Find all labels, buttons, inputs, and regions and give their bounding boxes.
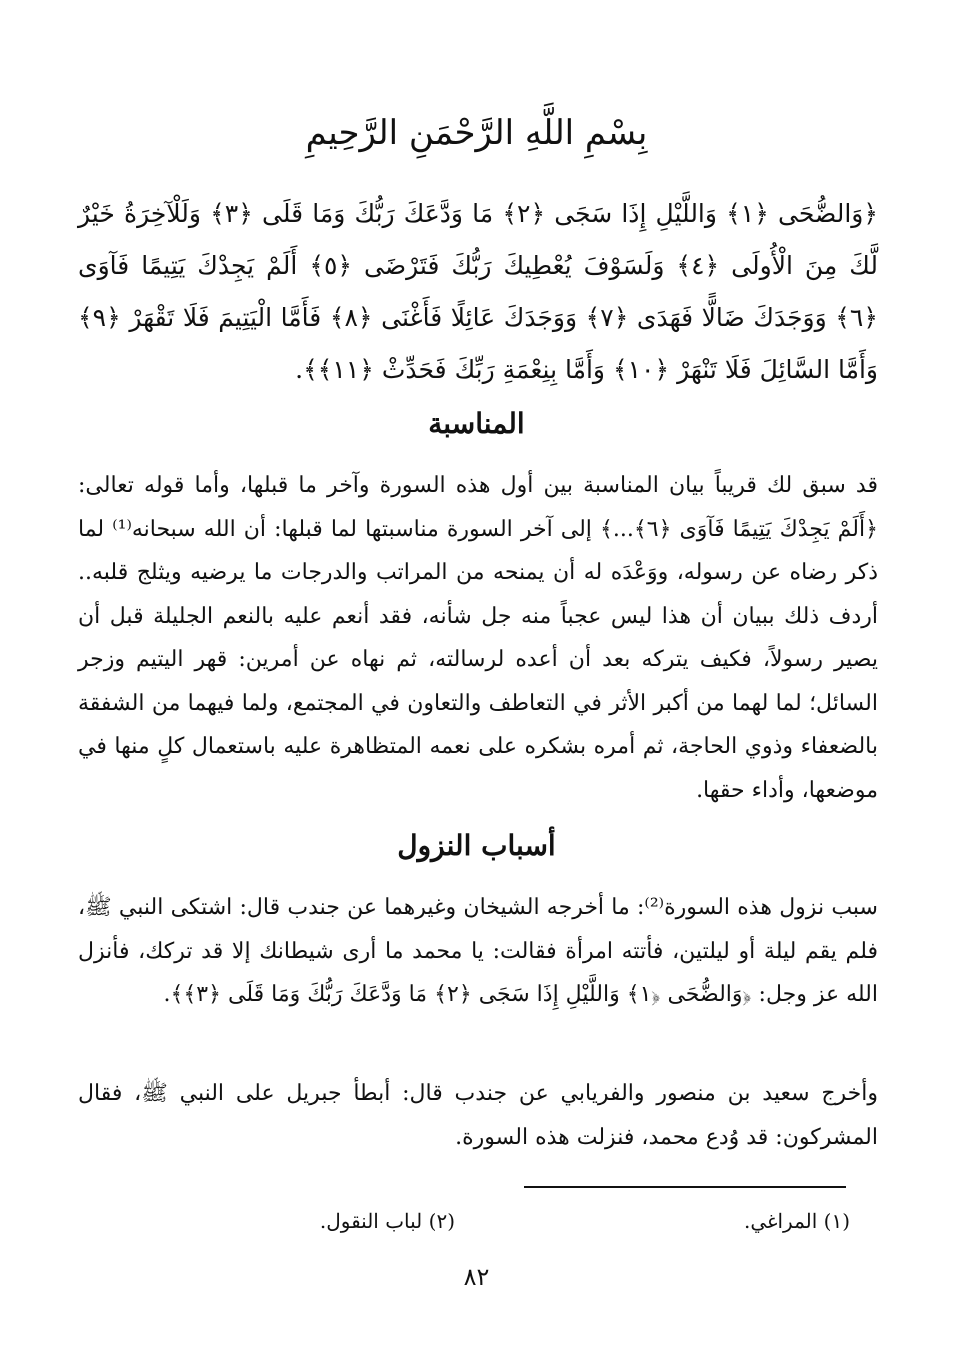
footnote-2: (٢) لباب النقول.: [319, 1209, 455, 1233]
revelation-paragraph-1: سبب نزول هذه السورة⁽²⁾: ما أخرجه الشيخان وغيرهما عن جندب قال: اشتكى النبي ﷺ، فلم يقم ليلة أو ليلتين، فأتته امرأة فقالت: يا محمد ما أرى شيطانك إلا قد تركك، فأنزل الله عز وجل: ﴿وَالضُّحَى ﴿١﴾ وَاللَّيْلِ إِذَا سَجَى ﴿٢﴾ مَا وَدَّعَكَ رَبُّكَ وَمَا قَلَى ﴿٣﴾﴾.: [78, 895, 878, 1007]
page-number: ٨٢: [463, 1263, 490, 1291]
section-heading-revelation-causes: أسباب النزول: [397, 829, 556, 862]
basmala: بِسْمِ اللَّهِ الرَّحْمَنِ الرَّحِيمِ: [305, 113, 648, 153]
footnote-1: (١) المراغي.: [743, 1209, 850, 1233]
relevance-paragraph: قد سبق لك قريباً بيان المناسبة بين أول هذه السورة وآخر ما قبلها، وأما قوله تعالى: ﴿أَلَمْ يَجِدْكَ يَتِيمًا فَآوَى ﴿٦﴾...﴾ إلى آخر السورة مناسبتها لما قبلها: أن الله سبحانه⁽¹⁾ لما ذكر رضاه عن رسوله، ووَعْدَه له أن يمنحه من المراتب والدرجات ما يرضيه ويثلج قلبه.. أردف ذلك ببيان أن هذا ليس عجباً منه جل شأنه، فقد أنعم عليه بالنعم الجليلة قبل أن يصير رسولاً، فكيف يتركه بعد أن أعده لرسالته، ثم نهاه عن أمرين: قهر اليتيم وزجر السائل؛ لما لهما من أكبر الأثر في التعاطف والتعاون في المجتمع، ولما فيهما من الشفقة بالضعفاء وذوي الحاجة، ثم أمره بشكره على نعمه المتظاهرة عليه باستعمال كلٍ منها في موضعها، وأداء حقها.: [78, 473, 878, 803]
quran-verses: ﴿وَالضُّحَى ﴿١﴾ وَاللَّيْلِ إِذَا سَجَى ﴿٢﴾ مَا وَدَّعَكَ رَبُّكَ وَمَا قَلَى ﴿٣﴾ وَلَلْآخِرَةُ خَيْرٌ لَّكَ مِنَ الْأُولَى ﴿٤﴾ وَلَسَوْفَ يُعْطِيكَ رَبُّكَ فَتَرْضَى ﴿٥﴾ أَلَمْ يَجِدْكَ يَتِيمًا فَآوَى ﴿٦﴾ وَوَجَدَكَ ضَالًّا فَهَدَى ﴿٧﴾ وَوَجَدَكَ عَائِلًا فَأَغْنَى ﴿٨﴾ فَأَمَّا الْيَتِيمَ فَلَا تَقْهَرْ ﴿٩﴾ وَأَمَّا السَّائِلَ فَلَا تَنْهَرْ ﴿١٠﴾ وَأَمَّا بِنِعْمَةِ رَبِّكَ فَحَدِّثْ ﴿١١﴾﴾.: [78, 199, 878, 384]
section-heading-relevance: المناسبة: [428, 407, 525, 440]
footnote-divider: [524, 1186, 846, 1188]
revelation-paragraph-2: وأخرج سعيد بن منصور والفريابي عن جندب قال: أبطأ جبريل على النبي ﷺ، فقال المشركون: قد وُدع محمد، فنزلت هذه السورة.: [78, 1081, 878, 1150]
